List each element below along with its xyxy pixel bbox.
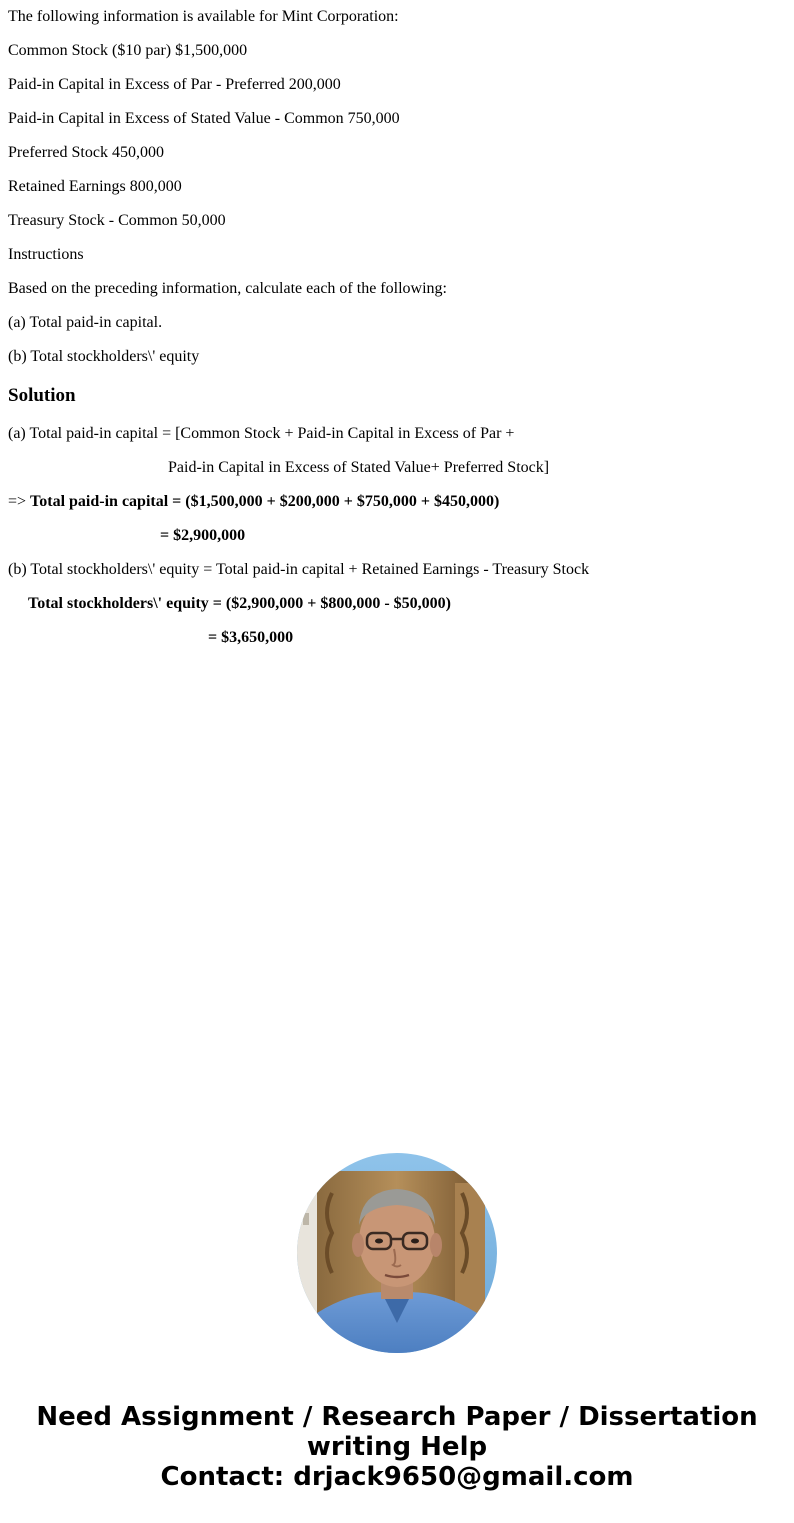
- data-item-treasury-stock: Treasury Stock - Common 50,000: [8, 212, 226, 229]
- footer-line-2: writing Help: [306, 1432, 488, 1462]
- solution-b-result: [208, 628, 293, 647]
- solution-heading: Solution: [8, 385, 76, 406]
- instructions-label: Instructions: [8, 246, 84, 263]
- data-item-retained-earnings: Retained Earnings 800,000: [8, 178, 182, 195]
- solution-a-result: [160, 526, 245, 545]
- author-avatar: [297, 1153, 497, 1353]
- solution-a-formula-line2: Paid-in Capital in Excess of Stated Value+ Preferred Stock]: [168, 459, 550, 476]
- solution-b-formula: (b) Total stockholders\' equity = Total paid-in capital + Retained Earnings - Treasury Stock: [8, 561, 590, 578]
- footer-line-1: Need Assignment / Research Paper / Dissertation: [36, 1402, 758, 1432]
- instructions-text: Based on the preceding information, calculate each of the following:: [8, 280, 447, 297]
- solution-b-result-value: = $3,650,000: [208, 629, 294, 646]
- solution-a-formula-line1: (a) Total paid-in capital = [Common Stock + Paid-in Capital in Excess of Par +: [8, 425, 515, 442]
- data-item-pic-common: Paid-in Capital in Excess of Stated Value - Common 750,000: [8, 110, 400, 127]
- footer-contact-email: Contact: drjack9650@gmail.com: [160, 1462, 634, 1492]
- question-part-b: (b) Total stockholders\' equity: [8, 348, 200, 365]
- solution-a-calc-bold: Total paid-in capital = ($1,500,000 + $200,000 + $750,000 + $450,000): [30, 493, 500, 510]
- solution-b-calc-bold: Total stockholders\' equity = ($2,900,000 + $800,000 - $50,000): [28, 595, 451, 612]
- question-intro: The following information is available for Mint Corporation:: [8, 8, 399, 25]
- data-item-common-stock: Common Stock ($10 par) $1,500,000: [8, 42, 248, 59]
- data-item-preferred-stock: Preferred Stock 450,000: [8, 144, 164, 161]
- solution-a-calculation: [8, 492, 499, 511]
- solution-b-calculation: [28, 594, 451, 613]
- question-part-a: (a) Total paid-in capital.: [8, 314, 163, 331]
- solution-a-result-value: = $2,900,000: [160, 527, 246, 544]
- contact-footer: [0, 1402, 794, 1492]
- data-item-pic-preferred: Paid-in Capital in Excess of Par - Preferred 200,000: [8, 76, 341, 93]
- author-photo: [297, 1153, 497, 1353]
- solution-a-arrow: =>: [8, 493, 31, 510]
